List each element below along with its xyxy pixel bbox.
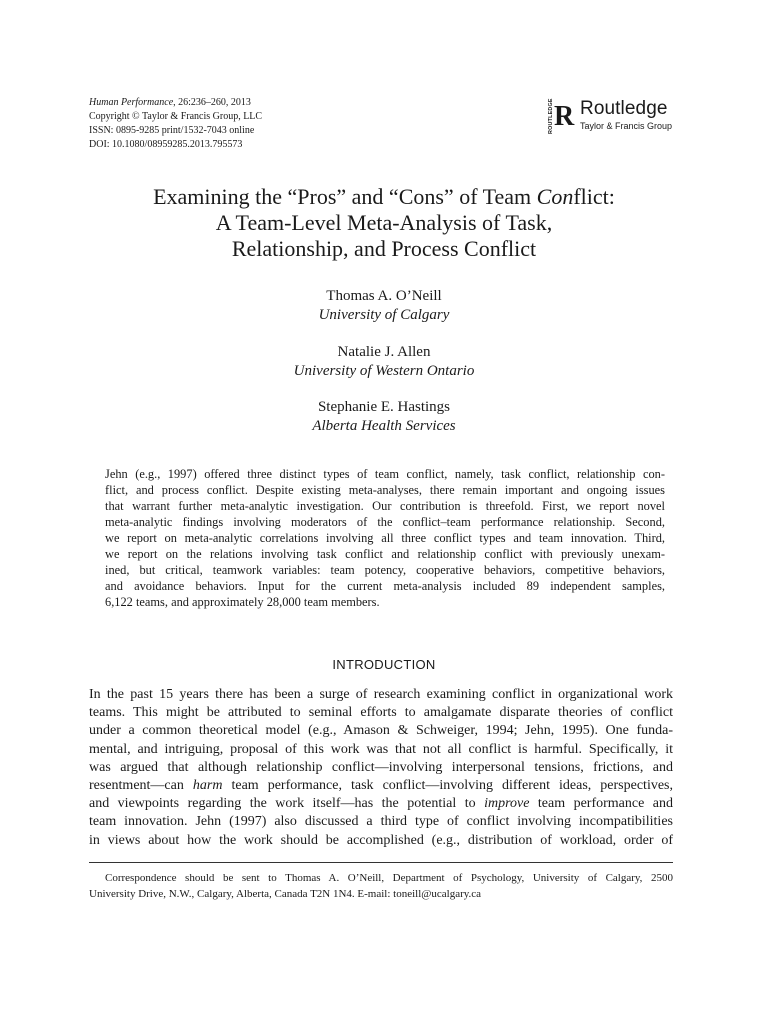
abstract-line: flict, and process conflict. Despite existing meta-analyses, there remain important and ongoing issues <box>105 483 665 497</box>
body-line <box>89 795 673 813</box>
journal-name: Human Performance <box>89 97 174 108</box>
title-line-1-tail: flict: <box>573 184 615 209</box>
introduction-paragraph <box>89 686 673 850</box>
article-title <box>84 184 684 262</box>
body-text-span: and viewpoints regarding the work itself—has the potential to <box>89 796 485 812</box>
publisher-logo <box>548 98 678 136</box>
body-text-span: resentment—can <box>89 777 193 793</box>
body-line: was argued that although relationship conflict—involving interpersonal tensions, frictions, and <box>89 759 673 775</box>
correspondence-footnote <box>89 870 673 902</box>
logo-vertical-text: ROUTLEDGE <box>548 98 554 134</box>
routledge-r-logo-icon <box>548 98 575 136</box>
abstract-line: we report on meta-analytic correlations involving all three conflict types and team innovation. Third, <box>105 531 665 545</box>
title-line-3: Relationship, and Process Conflict <box>231 236 537 261</box>
logo-mark-letter: R <box>554 101 575 132</box>
author-affiliation: University of Western Ontario <box>293 363 475 379</box>
issn: ISSN: 0895-9285 print/1532-7043 online <box>89 125 255 136</box>
author-affiliation: University of Calgary <box>318 307 450 323</box>
section-heading: INTRODUCTION <box>332 657 436 672</box>
body-text-span: team performance and <box>529 796 673 812</box>
title-line-1-italic: Con <box>536 184 574 209</box>
footnote-divider <box>89 862 673 863</box>
abstract-line: Jehn (e.g., 1997) offered three distinct types of team conflict, namely, task conflict, relationship con- <box>105 467 665 481</box>
journal-info <box>89 96 262 152</box>
author-affiliation: Alberta Health Services <box>312 418 456 434</box>
abstract-line: that warrant further meta-analytic investigation. Our contribution is threefold. First, we report novel <box>105 499 665 513</box>
footnote-line: Correspondence should be sent to Thomas A. O’Neill, Department of Psychology, University of Calgary, 2500 <box>105 872 673 884</box>
author-name: Stephanie E. Hastings <box>317 399 451 415</box>
body-line: In the past 15 years there has been a surge of research examining conflict in organizational work <box>89 687 673 702</box>
abstract-line: meta-analytic findings involving moderators of the conflict–team performance relationship. Second, <box>105 515 665 529</box>
author-name: Thomas A. O’Neill <box>326 288 442 304</box>
body-line <box>89 777 673 795</box>
abstract-line: ined, but critical, teamwork variables: team potency, cooperative behaviors, competitive behaviors, <box>105 563 665 577</box>
author-block <box>84 287 684 325</box>
body-line: in views about how the work should be accomplished (e.g., distribution of workload, order of <box>89 832 673 848</box>
body-text-span: team performance, task conflict—involving different ideas, perspectives, <box>222 777 673 793</box>
abstract-line: and avoidance behaviors. Input for the current meta-analysis included 89 independent samples, <box>105 579 665 593</box>
footnote-line: University Drive, N.W., Calgary, Alberta, Canada T2N 1N4. E-mail: toneill@ucalgary.ca <box>89 888 482 900</box>
title-line-1-text: Examining the “Pros” and “Cons” of Team <box>153 184 537 209</box>
journal-citation <box>89 96 262 110</box>
abstract-line: we report on the relations involving task conflict and relationship conflict with previously unexam- <box>105 547 665 561</box>
body-italic-span: improve <box>484 796 530 812</box>
body-line: under a common theoretical model (e.g., Amason & Schweiger, 1994; Jehn, 1995). One funda- <box>89 723 673 739</box>
publisher-name: Routledge <box>580 98 668 119</box>
publisher-group: Taylor & Francis Group <box>580 121 673 131</box>
abstract-line: 6,122 teams, and approximately 28,000 team members. <box>105 595 380 609</box>
title-line-2: A Team-Level Meta-Analysis of Task, <box>215 210 553 235</box>
body-italic-span: harm <box>192 777 223 793</box>
doi: DOI: 10.1080/08959285.2013.795573 <box>89 139 243 150</box>
body-line: teams. This might be attributed to seminal efforts to amalgamate disparate theories of conflict <box>89 705 673 721</box>
title-line-1 <box>84 184 684 210</box>
journal-volume-pages: , 26:236–260, 2013 <box>173 97 251 108</box>
abstract <box>105 466 665 610</box>
author-name: Natalie J. Allen <box>337 344 431 360</box>
copyright-notice: Copyright © Taylor & Francis Group, LLC <box>89 111 263 122</box>
author-block <box>84 398 684 436</box>
body-line: mental, and intriguing, proposal of this work was that not all conflict is harmful. Specifically, it <box>89 741 673 757</box>
body-line: team innovation. Jehn (1997) also discussed a third type of conflict involving incompatibilities <box>89 814 673 830</box>
author-block <box>84 343 684 381</box>
